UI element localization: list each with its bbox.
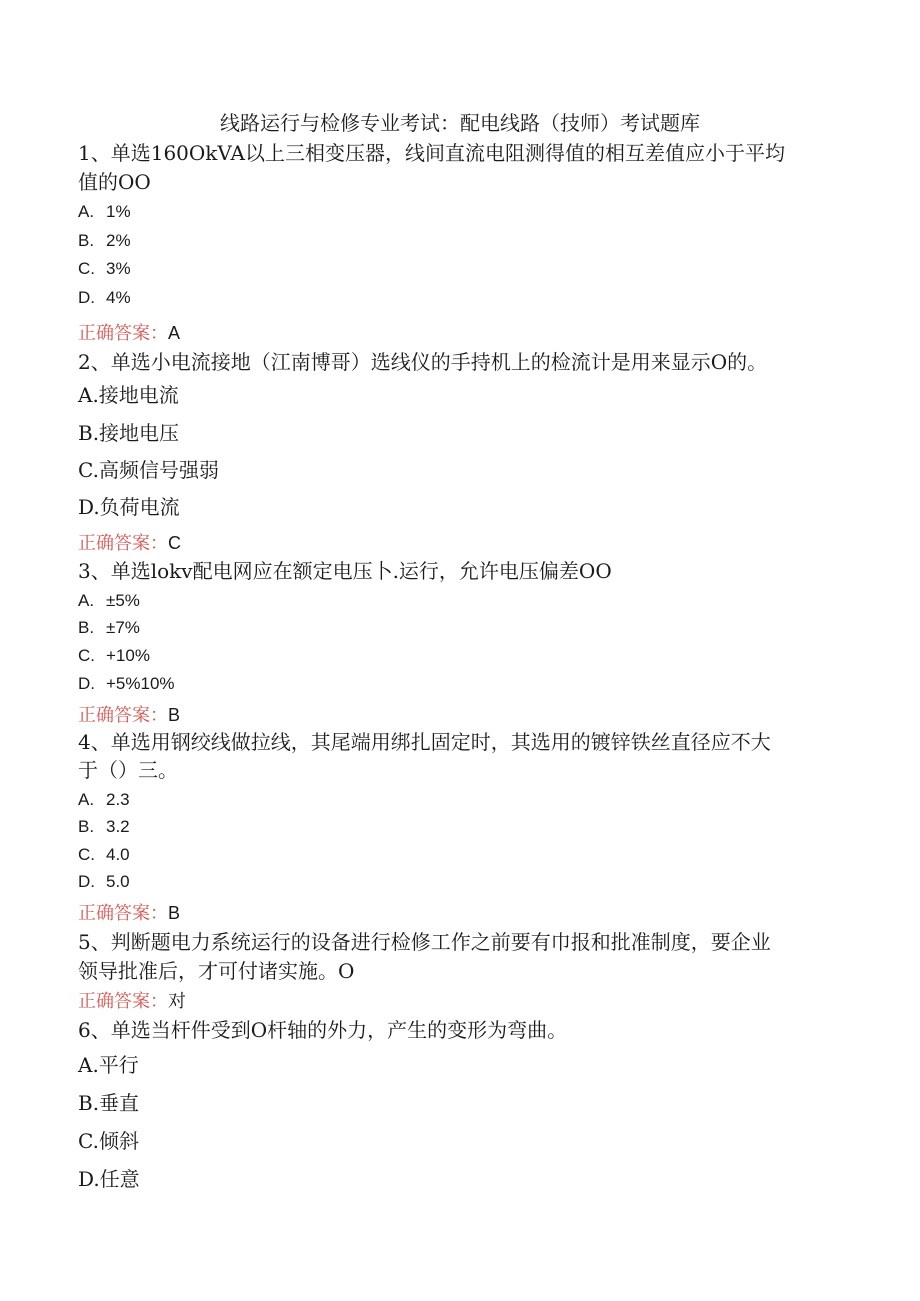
option-letter: C.: [78, 259, 95, 278]
option-text: +10%: [106, 646, 150, 665]
question-6-option-d: D.任意: [78, 1167, 140, 1191]
question-1-option-c: [78, 254, 131, 284]
question-3-option-a: [78, 586, 140, 616]
answer-label: 正确答案：: [78, 991, 168, 1012]
page-title: 线路运行与检修专业考试：配电线路（技师）考试题库: [220, 111, 700, 135]
option-text: ±7%: [106, 618, 140, 637]
option-text: 4%: [106, 288, 131, 307]
question-3-option-c: [78, 641, 150, 671]
option-letter: C.: [78, 845, 95, 864]
question-1-option-d: [78, 283, 131, 313]
option-text: 3%: [106, 259, 131, 278]
question-5-text-line-1: 5、判断题电力系统运行的设备进行检修工作之前要有巾报和批准制度，要企业: [78, 930, 771, 954]
option-text: 5.0: [106, 872, 130, 891]
question-2-text-line-1: 2、单选小电流接地（江南博哥）选线仪的手持机上的检流计是用来显示O的。: [78, 350, 768, 374]
option-letter: D.: [78, 872, 95, 891]
question-2-option-d: D.负荷电流: [78, 495, 180, 519]
question-2-answer: [78, 528, 181, 559]
question-6-option-b: B.垂直: [78, 1091, 140, 1115]
answer-label: 正确答案：: [78, 705, 168, 726]
option-text: 2.3: [106, 790, 130, 809]
question-3-option-d: [78, 669, 175, 699]
option-text: 1%: [106, 202, 131, 221]
option-letter: A.: [78, 790, 95, 809]
question-1-option-a: [78, 197, 131, 227]
question-4-option-a: [78, 785, 130, 815]
option-text: 3.2: [106, 817, 130, 836]
option-text: +5%10%: [106, 674, 175, 693]
option-letter: B.: [78, 618, 95, 637]
option-letter: B.: [78, 231, 95, 250]
question-3-text-line-1: 3、单选lokv配电网应在额定电压卜.运行，允许电压偏差OO: [78, 559, 612, 583]
option-letter: D.: [78, 674, 95, 693]
option-text: 2%: [106, 231, 131, 250]
answer-label: 正确答案：: [78, 323, 168, 344]
question-5-text-line-2: 领导批准后，才可付诸实施。O: [78, 959, 355, 983]
question-1-text-line-1: 1、单选160OkVA以上三相变压器，线间直流电阻测得值的相互差值应小于平均: [78, 141, 785, 165]
question-4-answer: [78, 898, 180, 929]
question-1-answer: [78, 318, 180, 349]
answer-label: 正确答案：: [78, 903, 168, 924]
question-4-text-line-1: 4、单选用钢绞线做拉线，其尾端用绑扎固定时，其选用的镀锌铁丝直径应不大: [78, 730, 771, 754]
question-3-option-b: [78, 613, 140, 643]
question-4-option-b: [78, 812, 130, 842]
option-text: 4.0: [106, 845, 130, 864]
option-letter: B.: [78, 817, 95, 836]
answer-value: B: [168, 705, 181, 725]
question-2-option-b: B.接地电压: [78, 421, 180, 445]
option-letter: A.: [78, 202, 95, 221]
question-6-text-line-1: 6、单选当杆件受到O杆轴的外力，产生的变形为弯曲。: [78, 1018, 568, 1042]
question-1-option-b: [78, 226, 131, 256]
answer-value: A: [168, 323, 181, 343]
answer-value: C: [168, 533, 181, 553]
option-letter: A.: [78, 591, 95, 610]
question-5-answer: [78, 986, 186, 1017]
question-1-text-line-2: 值的OO: [78, 170, 151, 194]
question-6-option-c: C.倾斜: [78, 1129, 139, 1153]
answer-value: B: [168, 903, 181, 923]
question-2-option-a: A.接地电流: [78, 383, 179, 407]
option-letter: C.: [78, 646, 95, 665]
option-text: ±5%: [106, 591, 140, 610]
answer-label: 正确答案：: [78, 533, 168, 554]
question-4-text-line-2: 于（）三。: [78, 758, 178, 782]
option-letter: D.: [78, 288, 95, 307]
question-6-option-a: A.平行: [78, 1053, 139, 1077]
question-4-option-c: [78, 840, 130, 870]
question-2-option-c: C.高频信号强弱: [78, 458, 219, 482]
answer-value: 对: [168, 991, 186, 1011]
question-4-option-d: [78, 867, 130, 897]
